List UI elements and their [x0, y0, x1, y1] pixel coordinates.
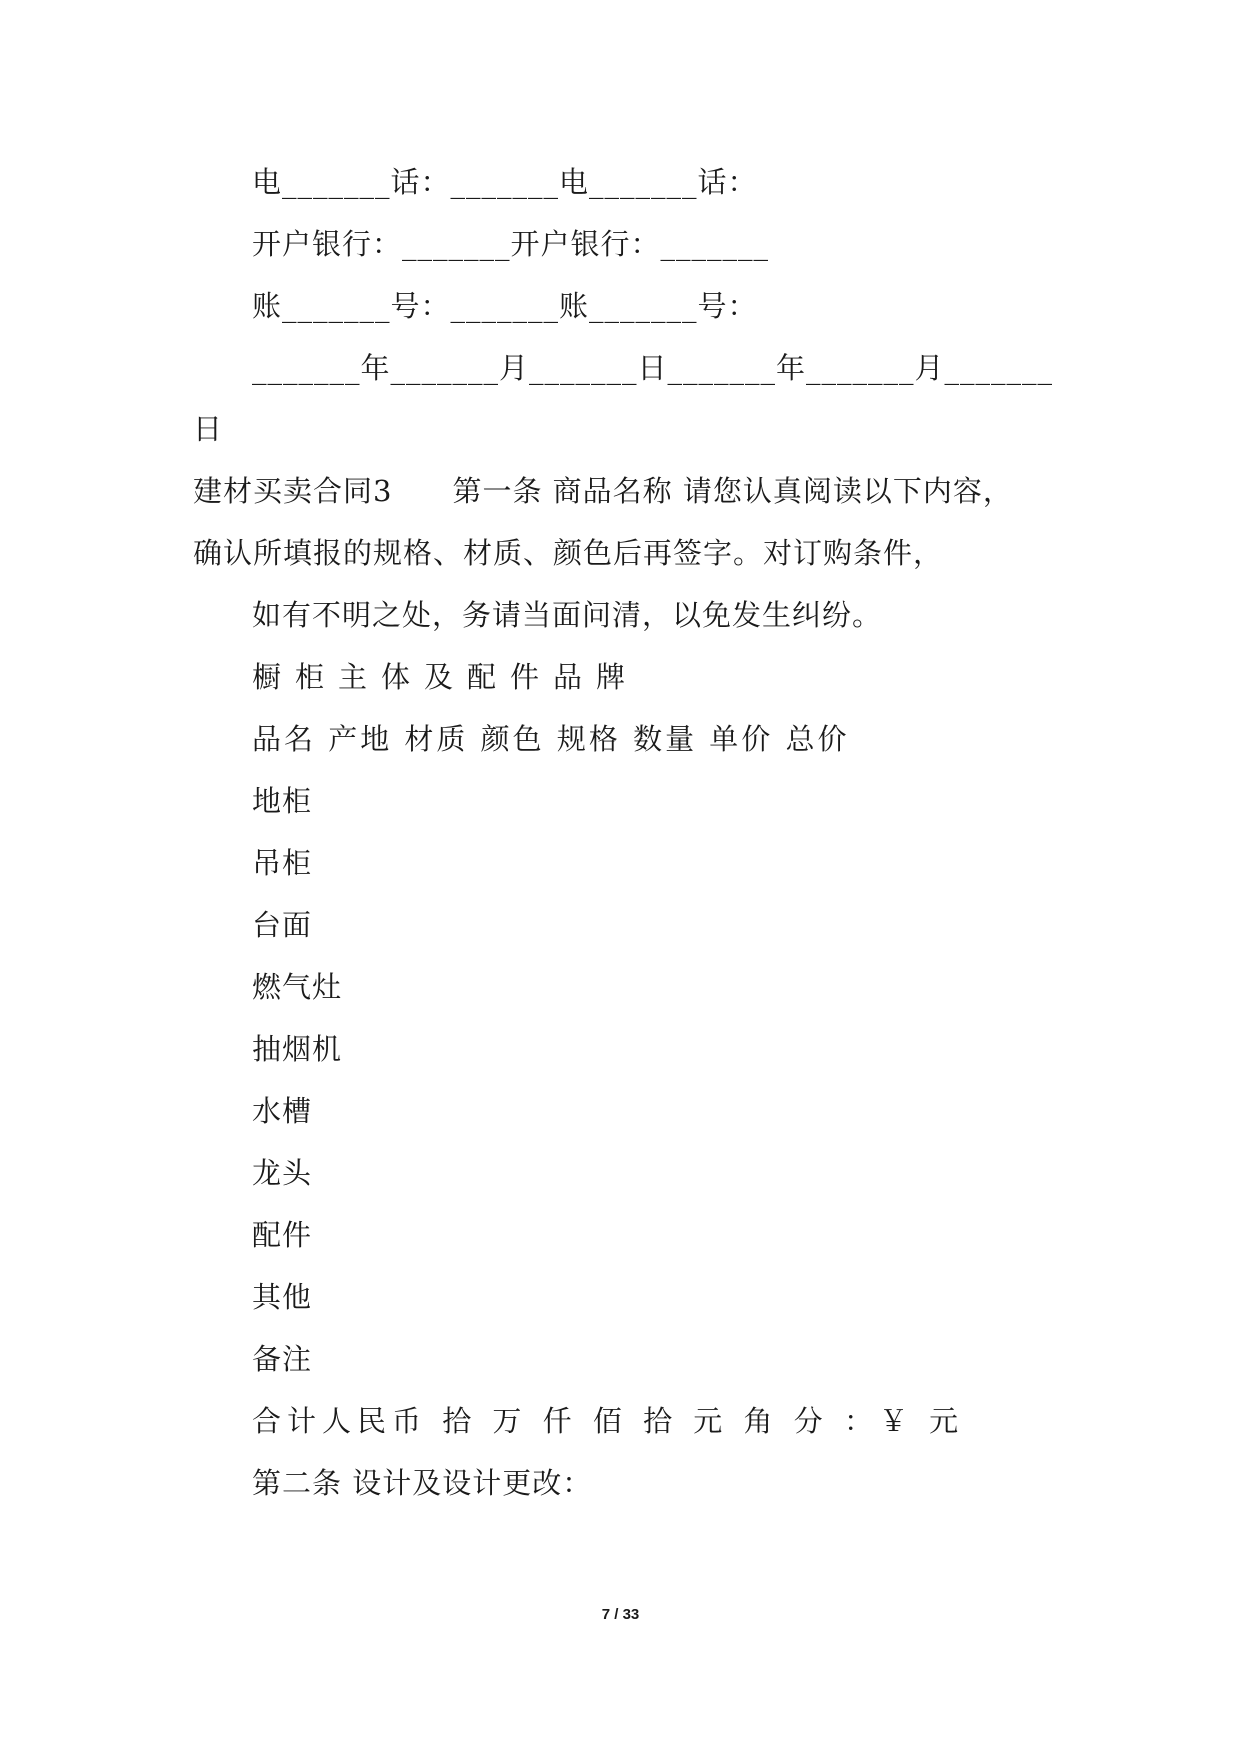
phone-line: 电_______话：_______电_______话：	[252, 165, 758, 199]
item-line: 其他	[252, 1280, 313, 1314]
item-line: 抽烟机	[252, 1032, 343, 1066]
brand-header: 橱柜主体及配件品牌	[252, 660, 640, 694]
section-heading-line: 建材买卖合同3 第一条 商品名称 请您认真阅读以下内容，	[193, 474, 1013, 508]
date-line-tail: 日	[193, 412, 224, 446]
item-line: 吊柜	[252, 846, 313, 880]
item-line: 龙头	[252, 1156, 313, 1190]
total-line: 合计人民币 拾 万 仟 佰 拾 元 角 分 ：￥ 元	[252, 1404, 965, 1438]
bank-line: 开户银行：_______开户银行：_______	[252, 227, 770, 261]
table-header: 品名 产地 材质 颜色 规格 数量 单价 总价	[252, 722, 850, 756]
date-line: _______年_______月_______日_______年_______月_______	[252, 351, 1054, 385]
item-line: 配件	[252, 1218, 313, 1252]
intro-line-3: 如有不明之处，务请当面问清，以免发生纠纷。	[252, 598, 883, 632]
item-line: 燃气灶	[252, 970, 343, 1004]
account-line: 账_______号：_______账_______号：	[252, 289, 758, 323]
page-number: 7 / 33	[601, 1606, 640, 1623]
clause-2-heading: 第二条 设计及设计更改：	[252, 1466, 593, 1500]
item-line: 水槽	[252, 1094, 313, 1128]
intro-line-2: 确认所填报的规格、材质、颜色后再签字。对订购条件，	[193, 536, 944, 570]
item-line: 台面	[252, 908, 313, 942]
item-line: 地柜	[252, 784, 313, 818]
item-line: 备注	[252, 1342, 313, 1376]
